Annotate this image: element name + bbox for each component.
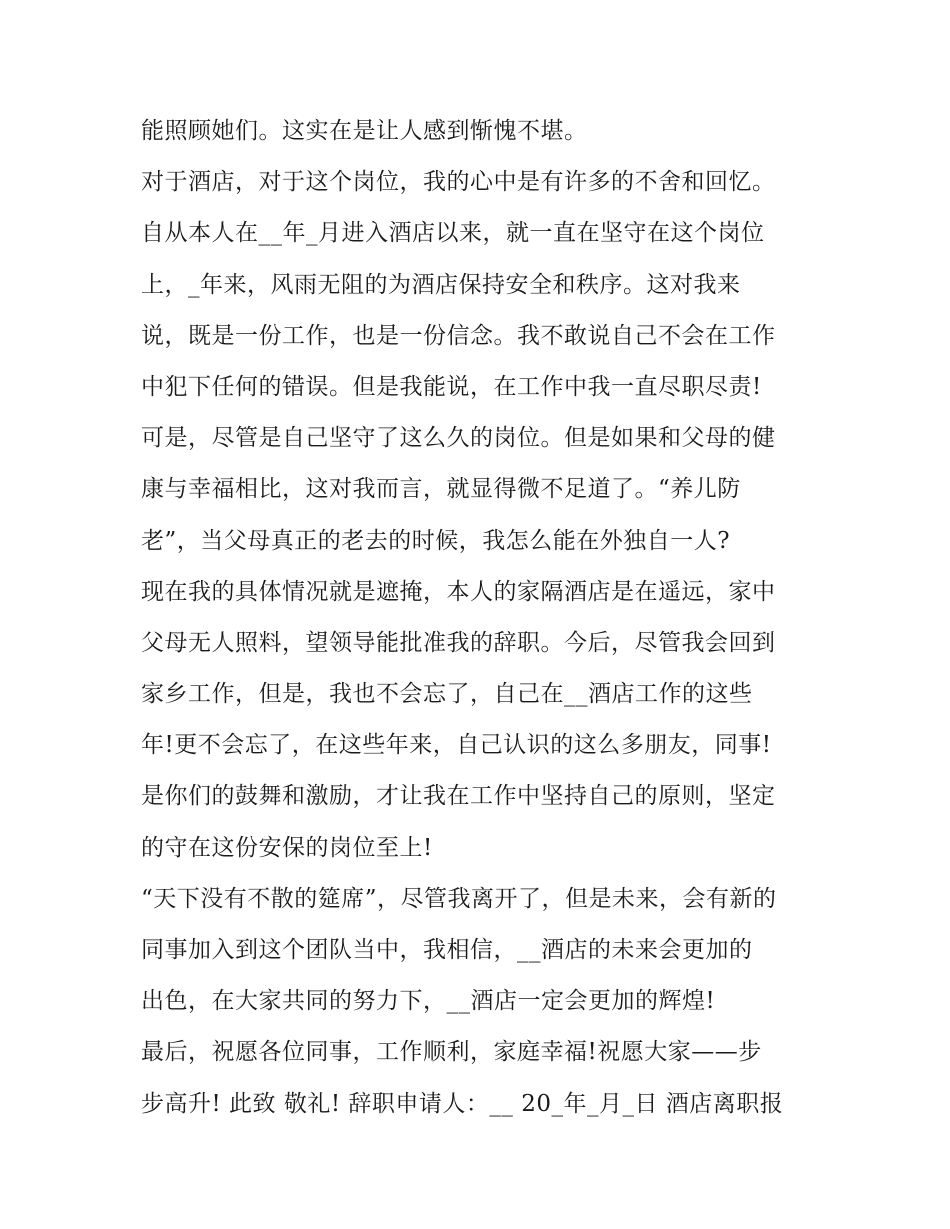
text-line: 能照顾她们。这实在是让人感到惭愧不堪。	[141, 118, 588, 144]
text-line: 可是，尽管是自己坚守了这么久的岗位。但是如果和父母的健	[141, 425, 776, 452]
text-line: 年!更不会忘了，在这些年来，自己认识的这么多朋友，同事!	[141, 732, 772, 759]
text-line: 老”，当父母真正的老去的时候，我怎么能在外独自一人?	[141, 527, 731, 554]
text-line: 现在我的具体情况就是遮掩，本人的家隔酒店是在遥远，家中	[141, 578, 776, 605]
text-line: 最后，祝愿各位同事，工作顺利，家庭幸福!祝愿大家——步	[141, 1039, 762, 1066]
text-line: 同事加入到这个团队当中，我相信，__酒店的未来会更加的	[141, 937, 753, 963]
text-line: 是你们的鼓舞和激励，才让我在工作中坚持自己的原则，坚定	[141, 783, 776, 810]
text-line: 步高升! 此致 敬礼! 辞职申请人：__ 20_年_月_日 酒店离职报	[141, 1090, 784, 1117]
text-line: 出色，在大家共同的努力下，__酒店一定会更加的辉煌!	[141, 988, 716, 1015]
text-line: 上，_年来，风雨无阻的为酒店保持安全和秩序。这对我来	[141, 271, 741, 298]
text-line: 父母无人照料，望领导能批准我的辞职。今后，尽管我会回到	[141, 629, 776, 656]
text-line: 中犯下任何的错误。但是我能说，在工作中我一直尽职尽责!	[141, 373, 762, 400]
text-line: 康与幸福相比，这对我而言，就显得微不足道了。“养儿防	[141, 476, 741, 503]
document-body	[141, 106, 821, 1130]
text-line: 说，既是一份工作，也是一份信念。我不敢说自己不会在工作	[141, 322, 776, 349]
text-line: 对于酒店，对于这个岗位，我的心中是有许多的不舍和回忆。	[141, 169, 776, 196]
text-line: “天下没有不散的筵席”，尽管我离开了，但是未来，会有新的	[141, 885, 777, 912]
text-line: 的守在这份安保的岗位至上!	[141, 834, 433, 861]
text-line: 自从本人在__年_月进入酒店以来，就一直在坚守在这个岗位	[141, 220, 765, 247]
text-line: 家乡工作，但是，我也不会忘了，自己在__酒店工作的这些	[141, 681, 753, 708]
